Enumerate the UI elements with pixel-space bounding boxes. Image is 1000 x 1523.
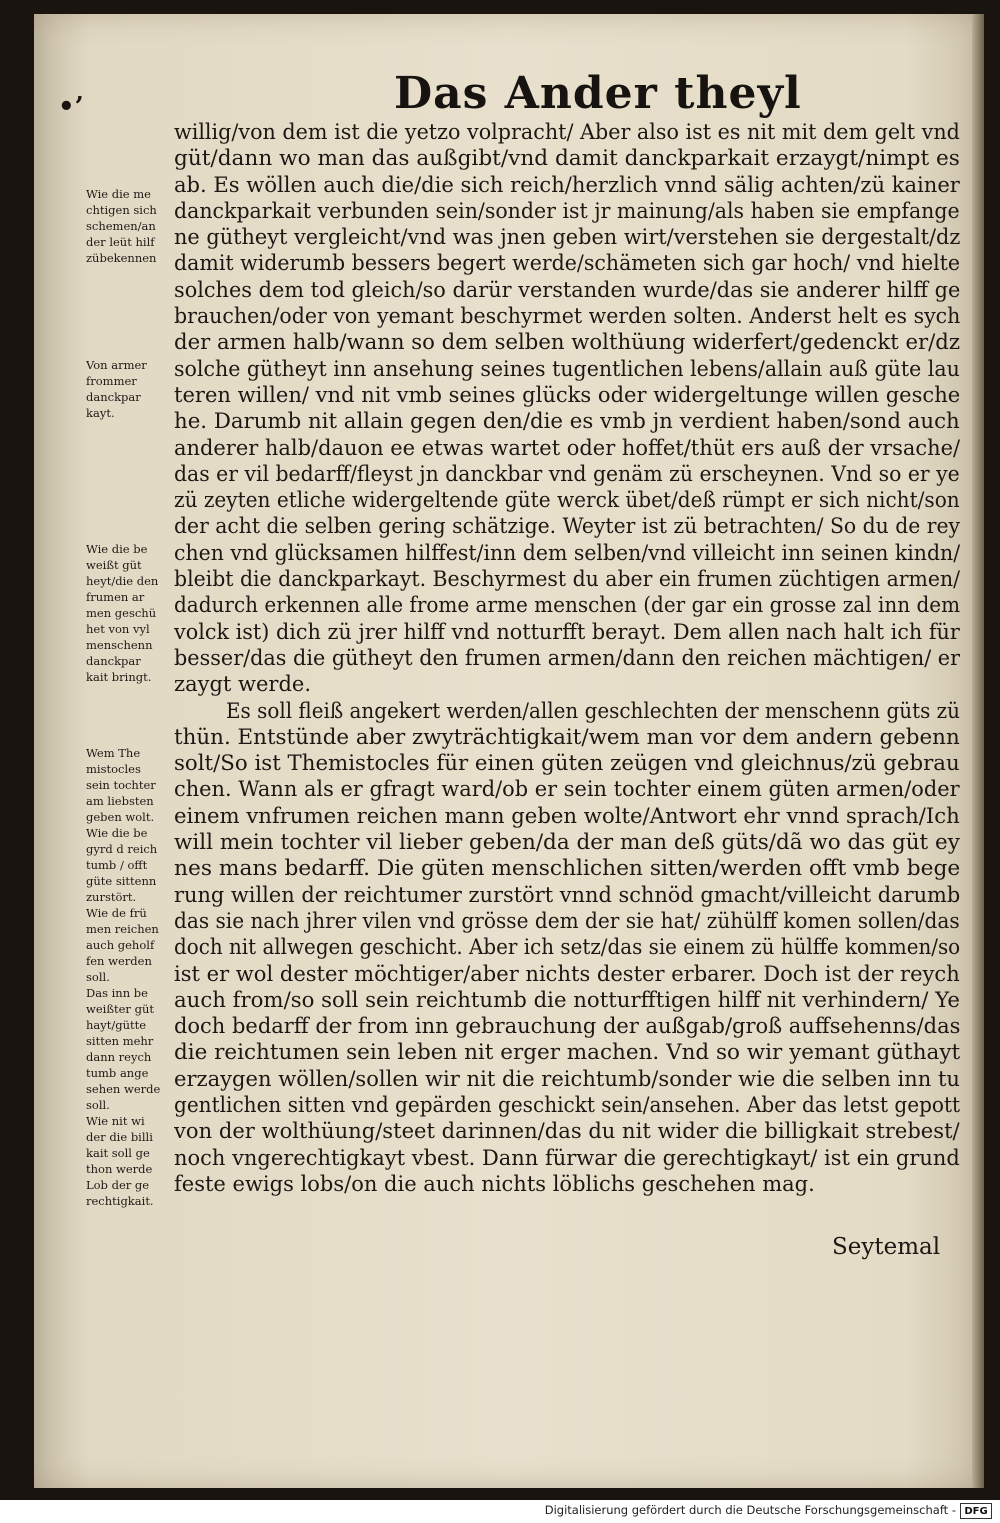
margin-note-line: heyt/die den <box>86 574 159 588</box>
margin-note-line: güte sittenn <box>86 874 157 888</box>
text-line: feste ewigs lobs/on die auch nichts löblichs geschehen mag. <box>174 1171 815 1196</box>
margin-note-line: weißter güt <box>86 1002 154 1016</box>
margin-note-line: frumen ar <box>86 590 145 604</box>
margin-note-line: zurstört. <box>86 890 137 904</box>
text-line: einem vnfrumen reichen mann geben wolte/Antwort ehr vnnd sprach/Ich <box>174 803 960 828</box>
text-line: die reichtumen sein leben nit erger machen. Vnd so wir yemant güthayt <box>174 1040 960 1065</box>
margin-note-line: rechtigkait. <box>86 1194 154 1208</box>
margin-note-1 <box>86 186 182 266</box>
margin-note-line: zübekennen <box>86 251 157 265</box>
margin-note-line: Wie de frü <box>86 906 147 920</box>
margin-note-line: Wie die be <box>86 542 148 556</box>
margin-note-line: kayt. <box>86 406 115 420</box>
margin-note-line: Wem The <box>86 746 141 760</box>
margin-note-line: soll. <box>86 1098 110 1112</box>
margin-note-line: kait soll ge <box>86 1146 150 1160</box>
margin-note-line: chtigen sich <box>86 203 157 217</box>
margin-note-line: schemen/an <box>86 219 156 233</box>
text-line: solt/So ist Themistocles für einen güten zeügen vnd gleichnus/zü gebrau <box>174 751 960 776</box>
text-line: damit widerumb bessers begert werde/schämeten sich gar hoch/ vnd hielte <box>174 251 960 276</box>
margin-note-line: auch geholf <box>86 938 155 952</box>
text-line: ne gütheyt vergleicht/vnd was jnen geben wirt/verstehen sie dergestalt/dz <box>174 225 960 250</box>
margin-note-line: gyrd d reich <box>86 842 158 856</box>
margin-note-line: sehen werde <box>86 1082 161 1096</box>
page-edge <box>972 14 984 1488</box>
margin-note-line: danckpar <box>86 654 141 668</box>
margin-note-line: tumb / offt <box>86 858 148 872</box>
main-text-block <box>174 119 960 1197</box>
text-line: teren willen/ vnd nit vmb seines glücks oder widergeltunge willen gesche <box>174 382 960 407</box>
margin-note-line: men geschü <box>86 606 157 620</box>
margin-note-line: Von armer <box>86 358 147 372</box>
margin-note-line: menschenn <box>86 638 153 652</box>
margin-note-line: frommer <box>86 374 137 388</box>
margin-note-line: hayt/gütte <box>86 1018 147 1032</box>
ink-mark: •’ <box>58 92 84 122</box>
catchword: Seytemal <box>832 1234 941 1260</box>
text-line: gentlichen sitten vnd gepärden geschickt sein/ansehen. Aber das letst gepott <box>174 1092 960 1117</box>
margin-note-line: fen werden <box>86 954 152 968</box>
text-line: solches dem tod gleich/so darür verstanden wurde/das sie anderer hilff ge <box>174 277 960 302</box>
text-line: der armen halb/wann so dem selben wolthüung widerfert/gedenckt er/dz <box>174 330 960 355</box>
text-line: thün. Entstünde aber zwyträchtigkait/wem man vor dem andern gebenn <box>174 724 960 749</box>
margin-note-line: Lob der ge <box>86 1178 150 1192</box>
margin-note-2 <box>86 357 182 421</box>
text-line: ab. Es wöllen auch die/die sich reich/herzlich vnnd sälig achten/zü kainer <box>174 172 960 197</box>
margin-note-line: danckpar <box>86 390 141 404</box>
text-line: der acht die selben gering schätzige. Weyter ist zü betrachten/ So du de rey <box>174 514 960 539</box>
margin-note-line: mistocles <box>86 762 141 776</box>
text-line: zaygt werde. <box>174 672 311 697</box>
digitization-credit: Digitalisierung gefördert durch die Deutsche Forschungsgemeinschaft - <box>544 1503 956 1517</box>
text-line: danckparkait verbunden sein/sonder ist jr mainung/als haben sie empfange <box>174 198 960 223</box>
margin-note-line: kait bringt. <box>86 670 152 684</box>
margin-note-line: Wie die me <box>86 187 151 201</box>
running-head: Das Ander theyl <box>394 68 802 119</box>
text-line: nes mans bedarff. Die güten menschlichen sitten/werden offt vmb bege <box>174 856 960 881</box>
text-line: güt/dann wo man das außgibt/vnd damit danckparkait erzaygt/nimpt es <box>174 146 960 171</box>
margin-note-line: der leüt hilf <box>86 235 155 249</box>
text-line: noch vngerechtigkayt vbest. Dann fürwar die gerechtigkayt/ ist ein grund <box>174 1145 960 1170</box>
margin-note-4 <box>86 745 182 1209</box>
text-line: ist er wol dester möchtiger/aber nichts dester erbarer. Doch ist der reych <box>174 961 960 986</box>
footer-bar <box>0 1500 1000 1523</box>
text-line: chen. Wann als er gfragt ward/ob er sein tochter einem güten armen/oder <box>174 777 960 802</box>
text-line: willig/von dem ist die yetzo volpracht/ Aber also ist es nit mit dem gelt vnd <box>174 120 960 144</box>
text-line: chen vnd glücksamen hilffest/inn dem selben/vnd villeicht inn seinen kindn/ <box>174 540 960 565</box>
margin-note-line: sitten mehr <box>86 1034 154 1048</box>
text-line: solche gütheyt inn ansehung seines tugentlichen lebens/allain auß güte lau <box>174 356 960 381</box>
text-line: doch nit allwegen geschicht. Aber ich setz/das sie einem zü hülffe kommen/so <box>174 935 960 960</box>
text-line: bleibt die danckparkayt. Beschyrmest du aber ein frumen züchtigen armen/ <box>174 567 960 592</box>
margin-note-line: soll. <box>86 970 110 984</box>
text-line: das sie nach jhrer vilen vnd grösse dem der sie hat/ zühülff komen sollen/das <box>174 908 960 933</box>
text-line: dadurch erkennen alle frome arme menschen (der gar ein grosse zal inn dem <box>174 593 960 618</box>
text-line: brauchen/oder von yemant beschyrmet werden solten. Anderst helt es sych <box>174 304 960 329</box>
text-line: will mein tochter vil lieber geben/da der man deß güts/dã wo das güt ey <box>174 830 960 855</box>
margin-note-line: am liebsten <box>86 794 154 808</box>
text-line: volck ist) dich zü jrer hilff vnd notturfft berayt. Dem allen nach halt ich für <box>174 619 960 644</box>
text-line: von der wolthüung/steet darinnen/das du nit wider die billigkait strebest/ <box>174 1119 960 1144</box>
margin-note-3 <box>86 541 182 685</box>
margin-note-line: weißt güt <box>86 558 142 572</box>
text-line: anderer halb/dauon ee etwas wartet oder hoffet/thüt ers auß der vrsache/ <box>174 435 960 460</box>
margin-note-line: tumb ange <box>86 1066 149 1080</box>
text-line: zü zeyten etliche widergeltende güte werck übet/deß rümpt er sich nicht/son <box>174 488 960 513</box>
margin-note-line: der die billi <box>86 1130 153 1144</box>
margin-note-line: sein tochter <box>86 778 156 792</box>
margin-note-line: geben wolt. <box>86 810 155 824</box>
margin-note-line: dann reych <box>86 1050 152 1064</box>
margin-note-line: Das inn be <box>86 986 148 1000</box>
text-line: erzaygen wöllen/sollen wir nit die reichtumb/sonder wie die selben inn tu <box>174 1066 960 1091</box>
margin-note-line: men reichen <box>86 922 159 936</box>
text-line: besser/das die gütheyt den frumen armen/dann den reichen mächtigen/ er <box>174 645 960 670</box>
margin-note-line: het von vyl <box>86 622 150 636</box>
text-line: doch bedarff der from inn gebrauchung der außgab/groß auffsehenns/das <box>174 1014 960 1039</box>
text-line: rung willen der reichtumer zurstört vnnd schnöd gmacht/villeicht darumb <box>174 882 960 907</box>
text-line: Es soll fleiß angekert werden/allen geschlechten der menschenn güts zü <box>226 698 960 723</box>
margin-note-line: Wie die be <box>86 826 148 840</box>
text-line: auch from/so soll sein reichtumb die notturfftigen hilff nit verhindern/ Ye <box>174 987 960 1012</box>
margin-note-line: Wie nit wi <box>86 1114 145 1128</box>
margin-note-line: thon werde <box>86 1162 153 1176</box>
text-line: he. Darumb nit allain gegen den/die es vmb jn verdient haben/sond auch <box>174 409 960 434</box>
dfg-logo: DFG <box>960 1503 992 1519</box>
text-line: das er vil bedarff/fleyst jn danckbar vnd genäm zü erscheynen. Vnd so er ye <box>174 461 960 486</box>
